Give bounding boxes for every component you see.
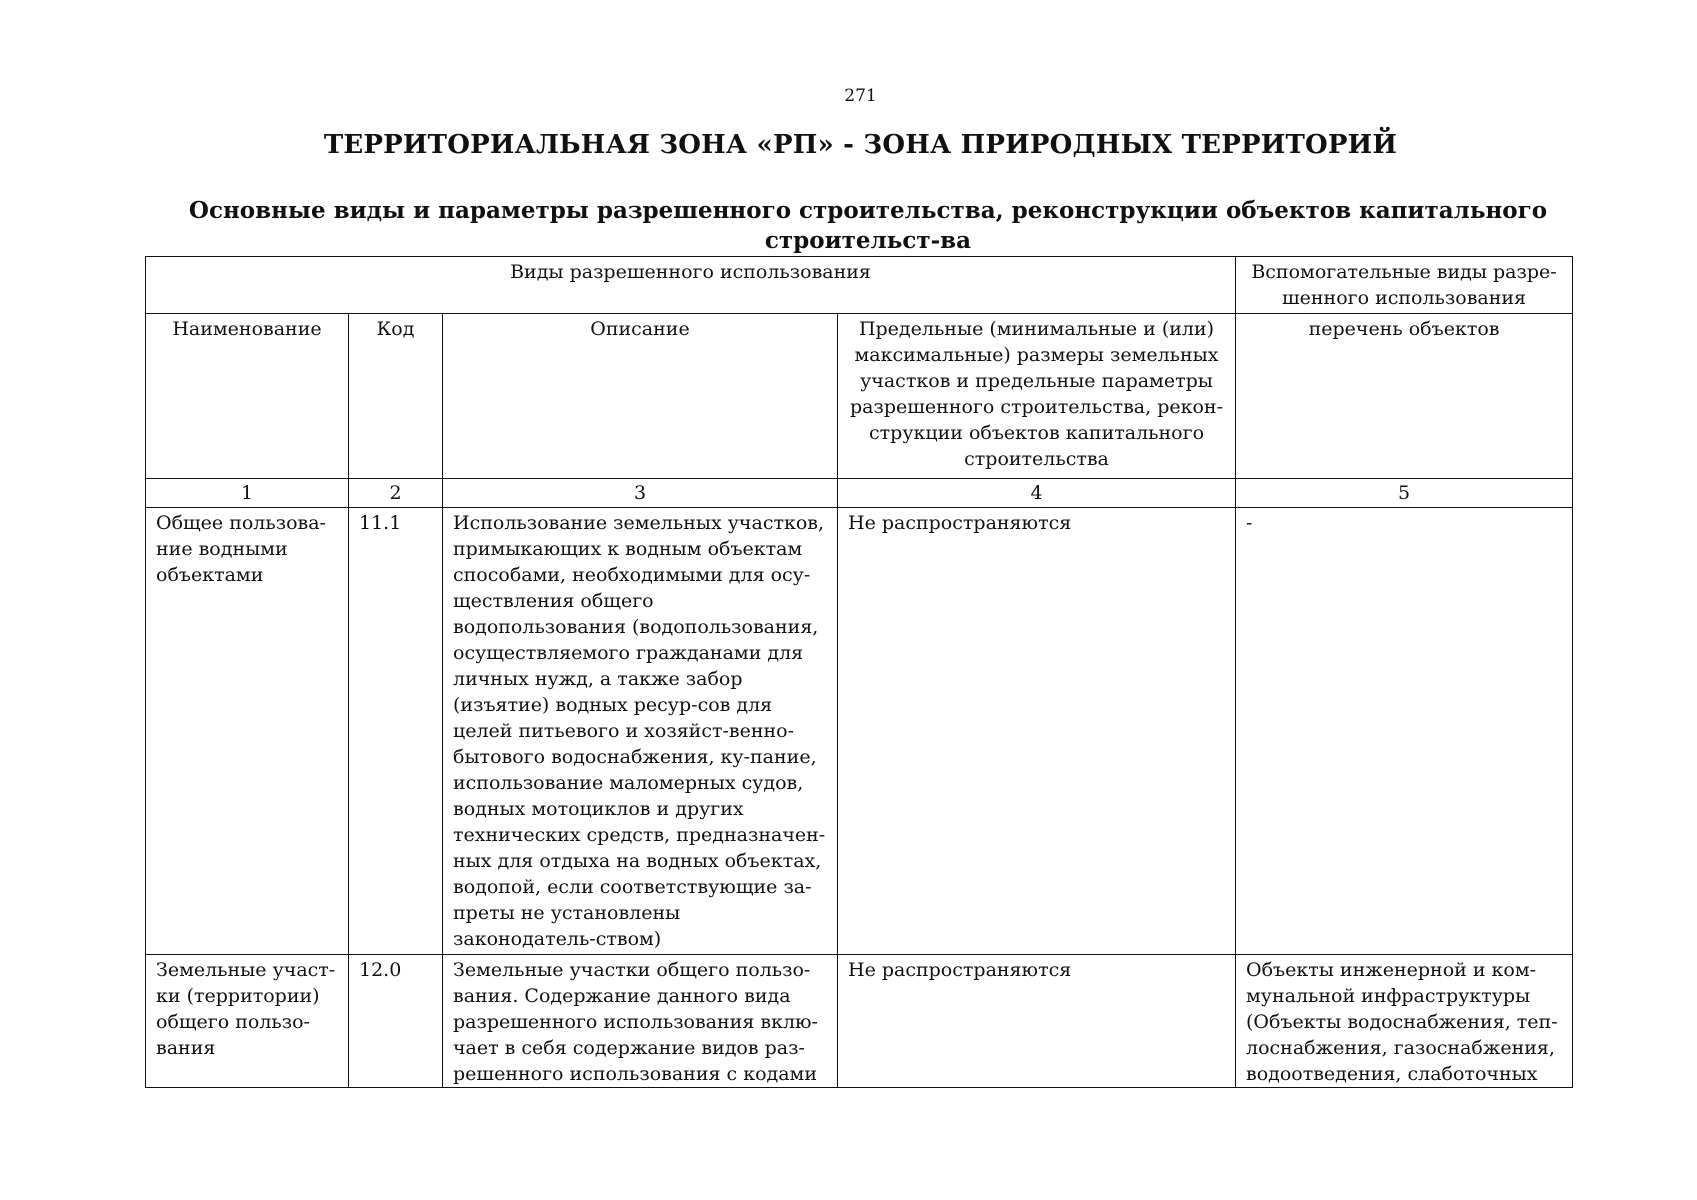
col-number: 5	[1236, 479, 1573, 508]
row-name: Земельные участ-ки (территории) общего пользо-вания	[156, 959, 336, 1059]
row-limits: Не распространяются	[848, 959, 1072, 981]
col-header-objects: перечень объектов	[1236, 314, 1573, 479]
row-limits: Не распространяются	[838, 508, 1236, 955]
col-number: 1	[146, 479, 349, 508]
row-name: Общее пользова-ние водными объектами	[146, 508, 349, 955]
group-header-aux: Вспомогательные виды разре-шенного использования	[1236, 257, 1573, 314]
table-row	[146, 955, 1573, 1088]
row-objects: -	[1236, 508, 1573, 955]
row-description: Земельные участки общего пользо-вания. Содержание данного вида разрешенного использования вклю-чает в себя содержание видов раз-решенного использования с кодами	[453, 959, 818, 1085]
page-subtitle: Основные виды и параметры разрешенного строительства, реконструкции объектов капитального строительст-ва	[188, 197, 1548, 254]
page-title: ТЕРРИТОРИАЛЬНАЯ ЗОНА «РП» - ЗОНА ПРИРОДНЫХ ТЕРРИТОРИЙ	[323, 130, 1398, 160]
row-description: Использование земельных участков, примыкающих к водным объектам способами, необходимыми для осу-ществления общего водопользования (водопользования, осуществляемого гражданами для личных нужд, а также забор (изъятие) водных ресур-сов для целей питьевого и хозяйст-венно-бытового водоснабжения, ку-пание, использование маломерных судов, водных мотоциклов и других технических средств, предназначен-ных для отдыха на водных объектах, водопой, если соответствующие за-преты не установлены законодатель-ством)	[443, 508, 838, 955]
col-number: 4	[838, 479, 1236, 508]
group-header-row	[146, 257, 1573, 314]
col-number: 2	[349, 479, 443, 508]
col-header-limits: Предельные (минимальные и (или) максимальные) размеры земельных участков и предельные параметры разрешенного строительства, рекон-струкции объектов капитального строительства	[838, 314, 1236, 479]
col-header-name: Наименование	[146, 314, 349, 479]
row-code: 11.1	[349, 508, 443, 955]
row-code: 12.0	[359, 959, 402, 981]
column-number-row	[146, 479, 1573, 508]
group-header-main: Виды разрешенного использования	[146, 257, 1236, 314]
col-number: 3	[443, 479, 838, 508]
page-number: 271	[844, 86, 877, 106]
row-objects: Объекты инженерной и ком-мунальной инфраструктуры (Объекты водоснабжения, теп-лоснабжения, газоснабжения, водоотведения, слаботочных	[1246, 959, 1558, 1085]
table-row	[146, 508, 1573, 955]
col-header-description: Описание	[443, 314, 838, 479]
zoning-table	[145, 256, 1573, 1088]
col-header-code: Код	[349, 314, 443, 479]
column-header-row	[146, 314, 1573, 479]
